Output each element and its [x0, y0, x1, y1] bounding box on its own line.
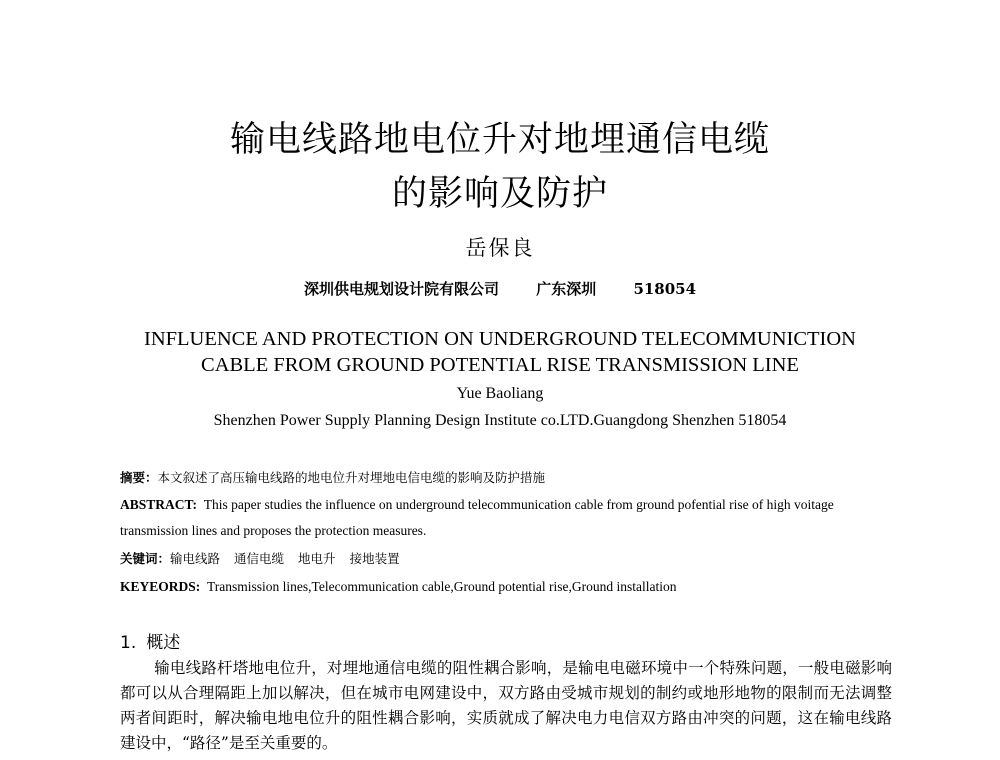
author-name-cn: 岳保良 — [465, 236, 535, 260]
author-name-en: Yue Baoliang — [456, 385, 544, 402]
keyword-cn-item: 地电升 — [298, 551, 336, 566]
affiliation-en: Shenzhen Power Supply Planning Design Institute co.LTD.Guangdong Shenzhen 518054 — [213, 412, 787, 429]
keywords-cn-label: 关键词： — [120, 551, 171, 566]
abstract-en-text: This paper studies the influence on underground telecommunication cable from ground pofential rise of high voitage transmission lines and proposes the protection measures. — [120, 497, 834, 538]
keyword-cn-item: 输电线路 — [170, 551, 221, 566]
paper-title-en-line-2: CABLE FROM GROUND POTENTIAL RISE TRANSMISSION LINE — [201, 354, 799, 376]
abstract-en — [120, 492, 890, 544]
keywords-en — [120, 574, 890, 600]
abstract-cn-text: 本文叙述了高压输电线路的地电位升对埋地电信电缆的影响及防护措施 — [157, 470, 546, 485]
keywords-en-label: KEYEORDS: — [120, 579, 201, 594]
keywords-en-text: Transmission lines,Telecommunication cable,Ground potential rise,Ground installation — [207, 579, 677, 594]
keywords-cn — [120, 546, 890, 572]
section-paragraph — [120, 656, 892, 756]
section-number: 1. — [120, 633, 137, 653]
affiliation-cn — [0, 278, 1000, 299]
affiliation-postcode: 518054 — [633, 280, 697, 298]
paragraph-text: 输电线路杆塔地电位升，对埋地通信电缆的阻性耦合影响，是输电电磁环境中一个特殊问题，一般电磁影响都可以从合理隔距上加以解决，但在城市电网建设中，双方路由受城市规划的制约或地形地物的限制而无法调整两者间距时，解决输电地电位升的阻性耦合影响，实质就成了解决电力电信双方路由冲突的问题，这在输电线路建设中，“路径”是至关重要的。 — [120, 659, 892, 752]
abstract-en-label: ABSTRACT: — [120, 497, 198, 512]
section-heading — [120, 628, 180, 653]
affiliation-city: 广东深圳 — [536, 280, 597, 298]
paper-title-line-1: 输电线路地电位升对地埋通信电缆 — [229, 120, 770, 160]
keyword-cn-item: 接地装置 — [349, 551, 400, 566]
abstract-cn-label: 摘要： — [120, 470, 158, 485]
paper-title-en-line-1: INFLUENCE AND PROTECTION ON UNDERGROUND TELECOMMUNICTION — [144, 328, 856, 350]
section-title: 概述 — [146, 633, 181, 653]
keyword-cn-item: 通信电缆 — [234, 551, 285, 566]
paper-title-line-2: 的影响及防护 — [391, 174, 608, 214]
abstract-cn — [120, 465, 890, 491]
affiliation-org: 深圳供电规划设计院有限公司 — [303, 280, 499, 298]
